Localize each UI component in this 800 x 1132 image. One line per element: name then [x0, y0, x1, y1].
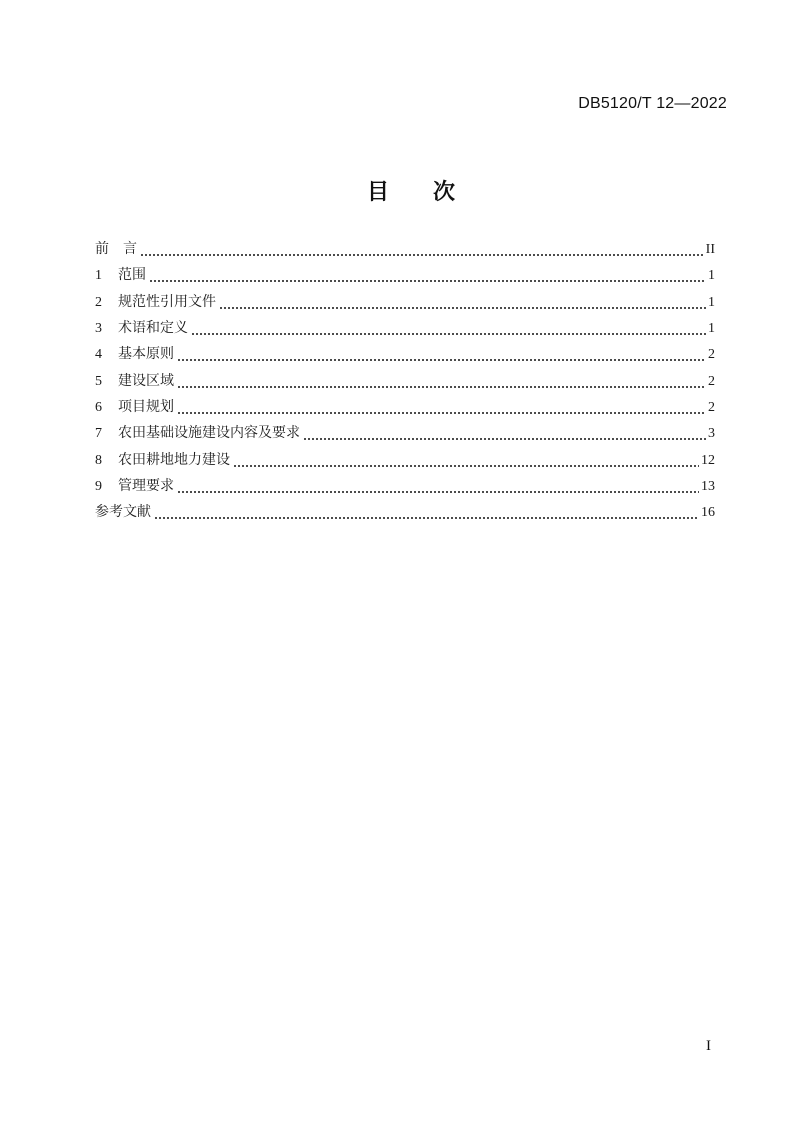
toc-title: 目 次 [366, 179, 455, 204]
dot-leader [176, 395, 706, 421]
dot-leader [176, 369, 706, 395]
toc-entry-page: 16 [701, 505, 715, 521]
toc-entry-label: 参考文献 [95, 505, 151, 521]
toc-entry-foreword [95, 237, 715, 263]
toc-entry-label: 农田耕地地力建设 [118, 452, 230, 468]
toc-entry-4 [95, 342, 715, 368]
toc-entry-page: 1 [708, 268, 715, 284]
toc-entry-page: 2 [708, 373, 715, 389]
toc-entry-page: 2 [708, 347, 715, 363]
toc-entry-number: 3 [95, 321, 102, 337]
dot-leader [176, 342, 706, 368]
toc-entry-number: 5 [95, 373, 102, 389]
doc-code: DB5120/T 12—2022 [578, 95, 727, 112]
dot-leader [190, 316, 706, 342]
toc-entry-label: 管理要求 [118, 479, 174, 495]
toc-list [95, 237, 715, 527]
page-number: I [706, 1038, 711, 1054]
dot-leader [302, 421, 706, 447]
toc-entry-page: 1 [708, 294, 715, 310]
toc-entry-number: 6 [95, 400, 102, 416]
toc-entry-label: 术语和定义 [118, 321, 188, 337]
toc-entry-page: 2 [708, 400, 715, 416]
toc-entry-number: 8 [95, 452, 102, 468]
toc-entry-label: 项目规划 [118, 400, 174, 416]
toc-entry-number: 2 [95, 294, 102, 310]
toc-entry-number: 4 [95, 347, 102, 363]
toc-entry-label: 建设区域 [118, 373, 174, 389]
toc-entry-7 [95, 421, 715, 447]
toc-entry-references [95, 500, 715, 526]
toc-entry-9 [95, 474, 715, 500]
toc-entry-number: 1 [95, 268, 102, 284]
toc-entry-number: 7 [95, 426, 102, 442]
toc-entry-page: 1 [708, 321, 715, 337]
toc-entry-page: 3 [708, 426, 715, 442]
toc-entry-2 [95, 290, 715, 316]
dot-leader [153, 500, 699, 526]
toc-entry-8 [95, 448, 715, 474]
toc-entry-label: 基本原则 [118, 347, 174, 363]
toc-entry-page: II [705, 242, 715, 257]
dot-leader [139, 237, 704, 263]
dot-leader [176, 474, 699, 500]
toc-entry-page: 12 [701, 452, 715, 468]
toc-entry-label: 前 言 [95, 242, 137, 257]
toc-entry-5 [95, 369, 715, 395]
toc-entry-page: 13 [701, 479, 715, 495]
dot-leader [232, 448, 699, 474]
toc-entry-label: 农田基础设施建设内容及要求 [118, 426, 300, 442]
dot-leader [218, 290, 706, 316]
toc-entry-1 [95, 263, 715, 289]
toc-entry-label: 规范性引用文件 [118, 294, 216, 310]
toc-entry-label: 范围 [118, 268, 146, 284]
toc-entry-number: 9 [95, 479, 102, 495]
toc-entry-6 [95, 395, 715, 421]
dot-leader [148, 263, 706, 289]
toc-entry-3 [95, 316, 715, 342]
